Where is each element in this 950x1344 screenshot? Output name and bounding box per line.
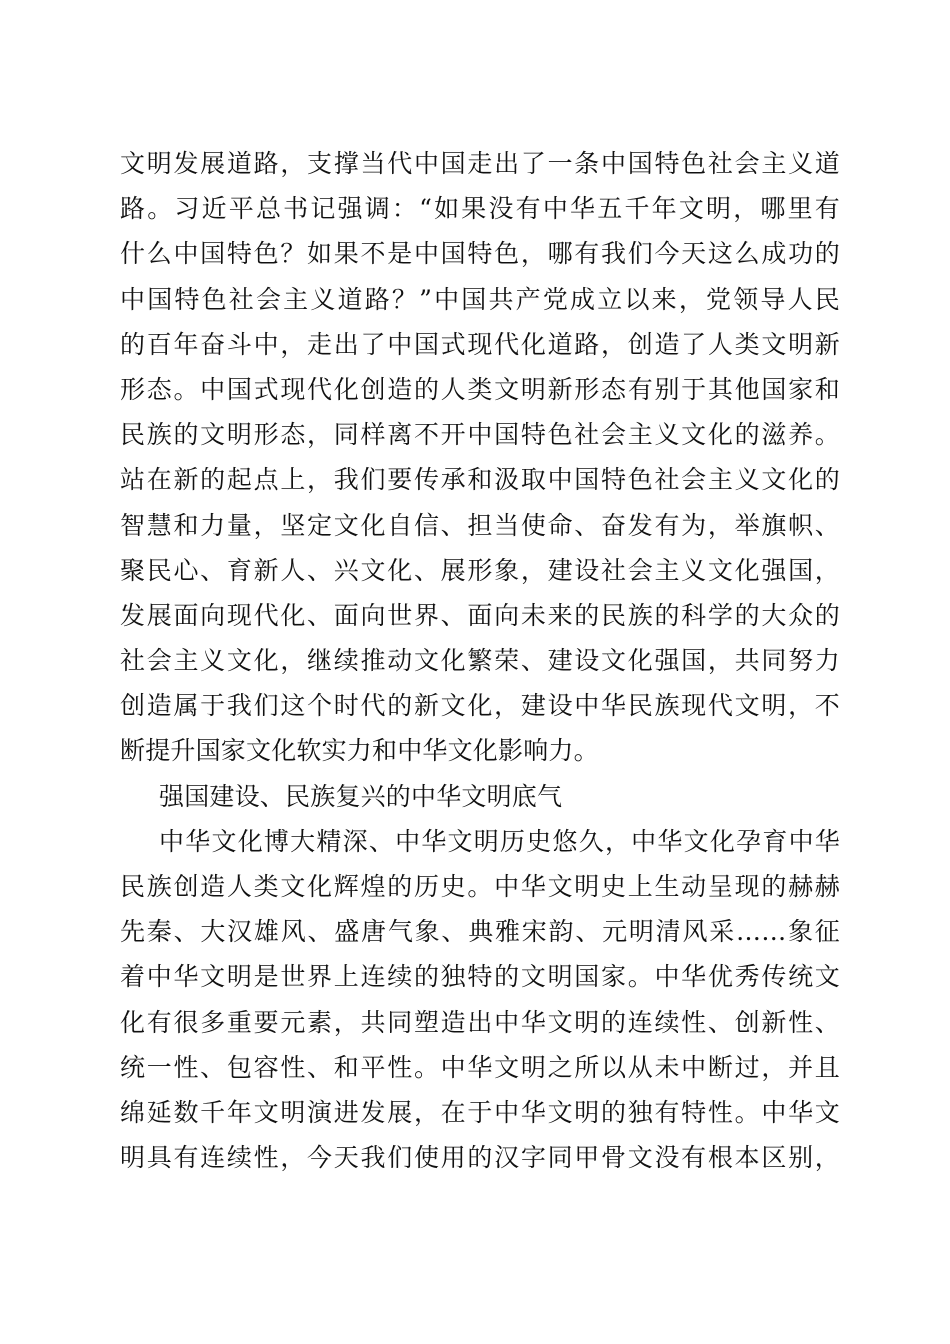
text-line: 统一性、包容性、和平性。中华文明之所以从未中断过，并且 bbox=[120, 1052, 840, 1082]
text-line: 聚民心、育新人、兴文化、展形象，建设社会主义文化强国， bbox=[120, 555, 840, 585]
text-line: 明具有连续性，今天我们使用的汉字同甲骨文没有根本区别， bbox=[120, 1143, 840, 1173]
text-line: 发展面向现代化、面向世界、面向未来的民族的科学的大众的 bbox=[120, 600, 840, 630]
body-text bbox=[120, 141, 840, 1180]
paragraph-1 bbox=[120, 141, 840, 774]
text-line: 中华文化博大精深、中华文明历史悠久，中华文化孕育中华 bbox=[159, 826, 840, 856]
text-line: 路。习近平总书记强调：“如果没有中华五千年文明，哪里有 bbox=[120, 194, 840, 224]
text-line: 什么中国特色？如果不是中国特色，哪有我们今天这么成功的 bbox=[120, 239, 840, 269]
text-line: 化有很多重要元素，共同塑造出中华文明的连续性、创新性、 bbox=[120, 1007, 840, 1037]
text-line: 着中华文明是世界上连续的独特的文明国家。中华优秀传统文 bbox=[120, 962, 840, 992]
text-line: 先秦、大汉雄风、盛唐气象、典雅宋韵、元明清风采……象征 bbox=[120, 917, 840, 947]
paragraph-2 bbox=[120, 819, 840, 1181]
text-line: 中国特色社会主义道路？”中国共产党成立以来，党领导人民 bbox=[120, 284, 840, 314]
text-line: 智慧和力量，坚定文化自信、担当使命、奋发有为，举旗帜、 bbox=[120, 510, 840, 540]
text-line: 站在新的起点上，我们要传承和汲取中国特色社会主义文化的 bbox=[120, 465, 840, 495]
text-line: 绵延数千年文明演进发展，在于中华文明的独有特性。中华文 bbox=[120, 1097, 840, 1127]
text-line: 民族的文明形态，同样离不开中国特色社会主义文化的滋养。 bbox=[120, 420, 840, 450]
text-line: 文明发展道路，支撑当代中国走出了一条中国特色社会主义道 bbox=[120, 149, 840, 178]
text-line: 断提升国家文化软实力和中华文化影响力。 bbox=[120, 736, 599, 766]
text-line: 创造属于我们这个时代的新文化，建设中华民族现代文明，不 bbox=[120, 691, 840, 721]
section-heading: 强国建设、民族复兴的中华文明底气 bbox=[159, 781, 563, 811]
text-line: 的百年奋斗中，走出了中国式现代化道路，创造了人类文明新 bbox=[120, 329, 840, 359]
text-line: 民族创造人类文化辉煌的历史。中华文明史上生动呈现的赫赫 bbox=[120, 872, 840, 901]
text-line: 社会主义文化，继续推动文化繁荣、建设文化强国，共同努力 bbox=[120, 646, 840, 676]
text-line: 形态。中国式现代化创造的人类文明新形态有别于其他国家和 bbox=[120, 374, 840, 404]
